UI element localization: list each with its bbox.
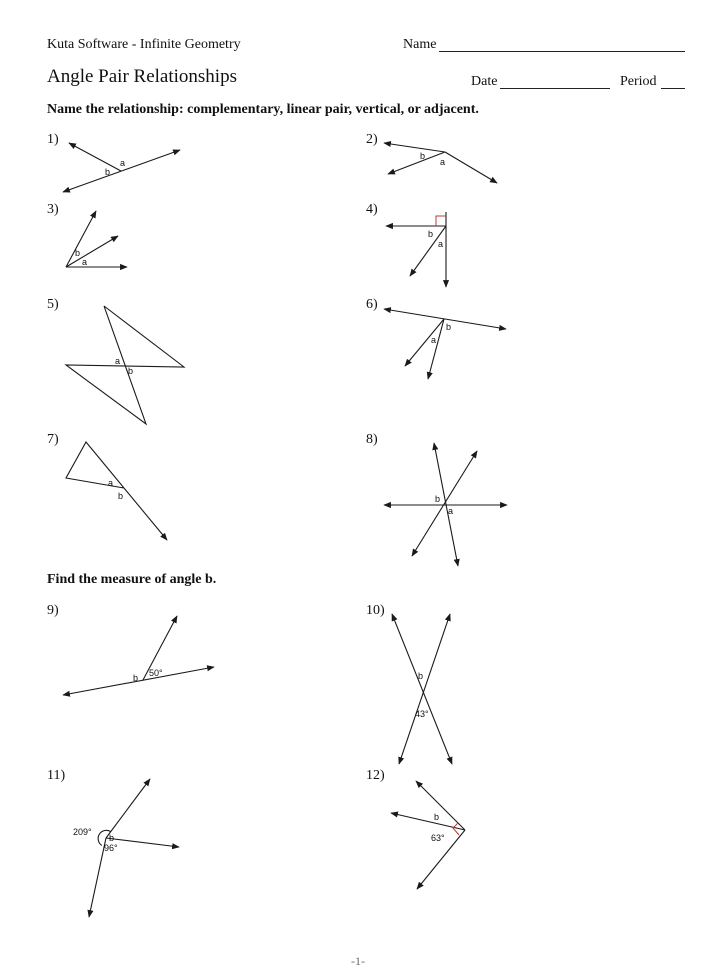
angle-measure-209: 209°: [73, 827, 92, 837]
figure-3: [66, 211, 127, 267]
period-label: Period: [620, 74, 657, 89]
problem-number-9: 9): [47, 603, 59, 618]
angle-label-a: a: [440, 157, 446, 167]
angle-label-b: b: [118, 491, 124, 501]
angle-label-a: a: [108, 478, 114, 488]
angle-label-b: b: [420, 151, 426, 161]
problem-number-3: 3): [47, 202, 59, 217]
figure-1: [63, 143, 180, 192]
figure-7: [66, 442, 167, 540]
problem-number-2: 2): [366, 132, 378, 147]
angle-label-a: a: [438, 239, 444, 249]
angle-label-b: b: [446, 322, 452, 332]
angle-label-b: b: [133, 673, 139, 683]
problem-number-1: 1): [47, 132, 59, 147]
figure-5: [66, 306, 184, 424]
angle-measure-96: 96°: [104, 843, 118, 853]
figure-8: [384, 443, 507, 566]
worksheet-title: Angle Pair Relationships: [47, 66, 237, 87]
angle-label-a: a: [120, 158, 126, 168]
angle-label-b: b: [109, 833, 115, 843]
page-number: -1-: [351, 954, 365, 968]
angle-label-a: a: [82, 257, 88, 267]
angle-label-a: a: [431, 335, 437, 345]
right-angle-mark: [436, 216, 446, 226]
figure-11: [73, 779, 179, 917]
angle-label-b: b: [75, 248, 81, 258]
problem-number-12: 12): [366, 768, 385, 783]
angle-label-a: a: [115, 356, 121, 366]
figure-10: [392, 614, 452, 764]
angle-measure-43: 43°: [415, 709, 429, 719]
figure-9: [63, 616, 214, 695]
figure-4: [386, 212, 446, 287]
figure-6: [384, 309, 506, 379]
right-angle-mark: [453, 823, 459, 835]
angle-label-b: b: [434, 812, 440, 822]
problem-number-11: 11): [47, 768, 66, 783]
section-2-instructions: Find the measure of angle b.: [47, 572, 217, 587]
angle-measure-50: 50°: [149, 668, 163, 678]
angle-label-a: a: [448, 506, 454, 516]
angle-label-b: b: [128, 366, 134, 376]
problem-number-10: 10): [366, 603, 385, 618]
problem-number-5: 5): [47, 297, 59, 312]
problem-number-4: 4): [366, 202, 378, 217]
publisher-name: Kuta Software - Infinite Geometry: [47, 37, 241, 52]
figure-12: [391, 781, 465, 889]
section-1-instructions: Name the relationship: complementary, linear pair, vertical, or adjacent.: [47, 102, 479, 117]
date-label: Date: [471, 74, 498, 89]
problem-number-6: 6): [366, 297, 378, 312]
problem-number-7: 7): [47, 432, 59, 447]
figure-2: [384, 143, 497, 183]
angle-label-b: b: [428, 229, 434, 239]
angle-measure-63: 63°: [431, 833, 445, 843]
angle-label-b: b: [435, 494, 441, 504]
angle-label-b: b: [418, 671, 424, 681]
name-label: Name: [403, 37, 437, 52]
problem-number-8: 8): [366, 432, 378, 447]
angle-label-b: b: [105, 167, 111, 177]
